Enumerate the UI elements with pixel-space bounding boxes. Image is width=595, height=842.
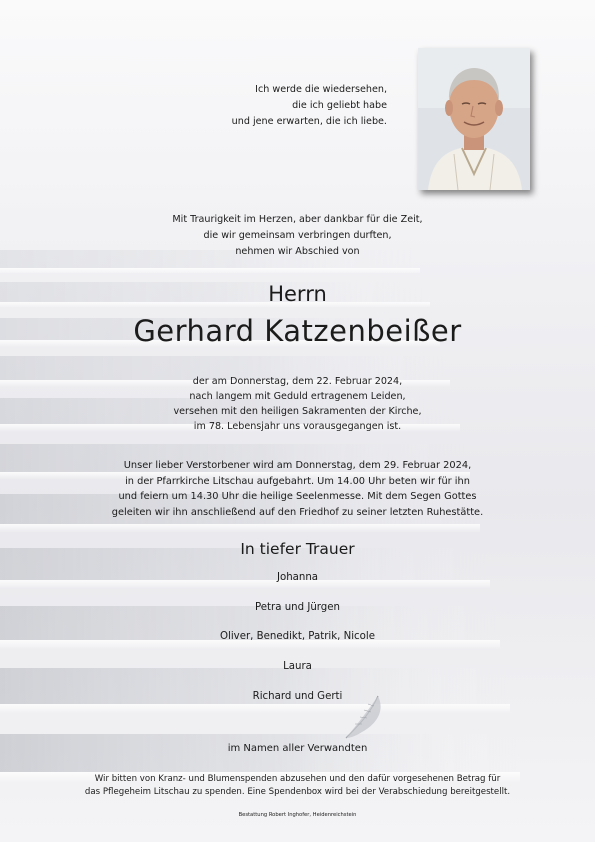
mourner-name: Petra und Jürgen — [255, 601, 340, 613]
death-line: nach langem mit Geduld ertragenem Leiden, — [189, 391, 406, 402]
poem-line: Ich werde die wiedersehen, — [255, 84, 387, 95]
portrait-photo — [418, 48, 530, 190]
request-line: Wir bitten von Kranz- und Blumenspenden abzusehen und den dafür vorgesehenen Betrag für — [94, 774, 501, 784]
death-line: der am Donnerstag, dem 22. Februar 2024, — [192, 376, 403, 387]
death-notice — [0, 374, 595, 434]
mourner-name: Laura — [283, 661, 312, 673]
mourner-name: Johanna — [276, 572, 319, 583]
funeral-line: und feiern um 14.30 Uhr die heilige Seelenmesse. Mit dem Segen Gottes — [118, 491, 477, 502]
funeral-line: Unser lieber Verstorbener wird am Donnerstag, dem 29. Februar 2024, — [123, 460, 472, 471]
feather-icon — [340, 692, 400, 744]
intro-line: die wir gemeinsam verbringen durften, — [203, 230, 392, 241]
poem-line: und jene erwarten, die ich liebe. — [231, 116, 387, 127]
death-line: versehen mit den heiligen Sakramenten der Kirche, — [173, 406, 422, 417]
donation-request — [0, 773, 595, 799]
funeral-line: geleiten wir ihn anschließend auf den Friedhof zu seiner letzten Ruhestätte. — [111, 506, 484, 518]
mourner-name: Richard und Gerti — [252, 690, 343, 702]
portrait-illustration — [418, 48, 530, 190]
funeral-line: in der Pfarrkirche Litschau aufgebahrt. Um 14.00 Uhr beten wir für ihn — [125, 475, 470, 487]
deceased-name: Gerhard Katzenbeißer — [133, 314, 462, 348]
mourners-list — [0, 572, 595, 720]
mourning-heading: In tiefer Trauer — [240, 540, 355, 558]
undertaker-credit: Bestattung Robert Inghofer, Heidenreichstein — [238, 812, 357, 818]
intro-line: nehmen wir Abschied von — [235, 246, 360, 257]
salutation: Herrn — [268, 282, 327, 306]
death-line: im 78. Lebensjahr uns vorausgegangen ist. — [193, 421, 402, 432]
poem-line: die ich geliebt habe — [292, 100, 387, 111]
funeral-details — [0, 458, 595, 520]
request-line: das Pflegeheim Litschau zu spenden. Eine Spendenbox wird bei der Verabschiedung bereitgestellt. — [84, 787, 511, 797]
mourner-name: Oliver, Benedikt, Patrik, Nicole — [220, 631, 375, 643]
intro-text — [0, 212, 595, 260]
memorial-poem — [232, 82, 387, 130]
relatives-line: im Namen aller Verwandten — [227, 743, 368, 754]
intro-line: Mit Traurigkeit im Herzen, aber dankbar für die Zeit, — [172, 214, 423, 225]
